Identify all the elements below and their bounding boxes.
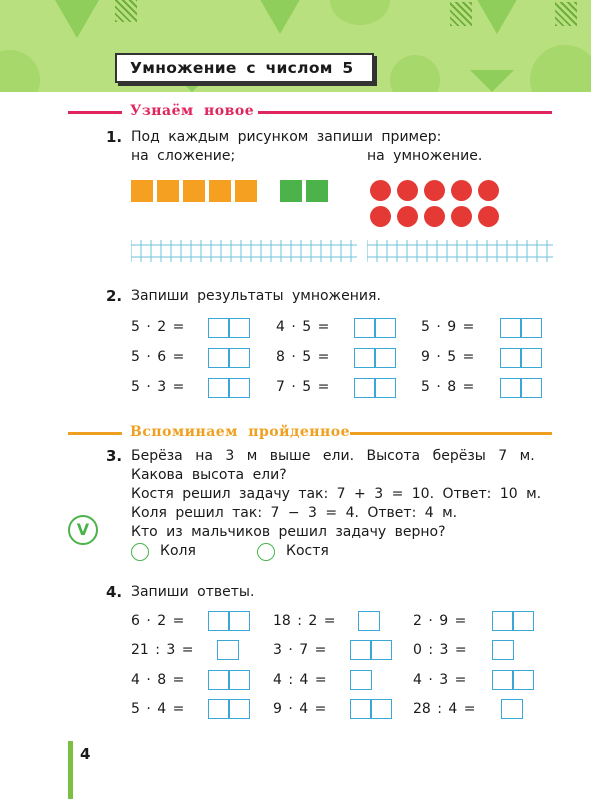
page-bar xyxy=(68,741,73,799)
expression: 18 : 2 = xyxy=(273,613,336,629)
orange-square xyxy=(157,180,179,202)
orange-square xyxy=(209,180,231,202)
circle-decoration xyxy=(0,50,40,92)
task-label-multiplication: на умножение. xyxy=(367,148,483,164)
answer-box[interactable] xyxy=(208,348,250,368)
expression: 5 · 3 = xyxy=(131,379,185,395)
red-circle xyxy=(478,180,499,201)
answer-ruler-right[interactable] xyxy=(367,238,553,264)
section-line xyxy=(258,111,552,114)
task-text-line: Какова высота ели? xyxy=(131,467,287,483)
expression: 4 · 8 = xyxy=(131,672,185,688)
answer-box[interactable] xyxy=(500,348,542,368)
header-banner xyxy=(0,0,591,92)
answer-ruler-left[interactable] xyxy=(131,238,357,264)
answer-box[interactable] xyxy=(208,670,250,690)
expression: 3 · 7 = xyxy=(273,642,327,658)
circle-decoration xyxy=(530,45,591,92)
task-number: 2. xyxy=(106,287,123,305)
triangle-decoration xyxy=(258,0,302,34)
self-check-icon: V xyxy=(68,515,98,545)
answer-box[interactable] xyxy=(208,699,250,719)
answer-box[interactable] xyxy=(492,670,534,690)
red-circle xyxy=(424,180,445,201)
task-text-line: Берёза на 3 м выше ели. Высота берёзы 7 м. xyxy=(131,448,535,464)
title-box xyxy=(115,53,374,83)
expression: 9 · 4 = xyxy=(273,701,327,717)
red-circle xyxy=(451,206,472,227)
expression: 2 · 9 = xyxy=(413,613,467,629)
red-circle xyxy=(451,180,472,201)
task-label-addition: на сложение; xyxy=(131,148,236,164)
answer-box[interactable] xyxy=(500,378,542,398)
task-text: Запиши ответы. xyxy=(131,584,255,600)
answer-box[interactable] xyxy=(354,318,396,338)
answer-box[interactable] xyxy=(208,378,250,398)
orange-square xyxy=(131,180,153,202)
answer-box[interactable] xyxy=(217,640,239,660)
option-label: Костя xyxy=(286,543,329,559)
triangle-decoration xyxy=(470,70,514,92)
expression: 4 · 5 = xyxy=(276,319,330,335)
page-number: 4 xyxy=(80,745,91,763)
task-number: 3. xyxy=(106,447,123,465)
answer-box[interactable] xyxy=(350,670,372,690)
expression: 9 · 5 = xyxy=(421,349,475,365)
red-circle xyxy=(424,206,445,227)
task-text-line: Коля решил так: 7 − 3 = 4. Ответ: 4 м. xyxy=(131,505,458,521)
hatch-decoration xyxy=(555,2,577,26)
task-text-line: Костя решил задачу так: 7 + 3 = 10. Ответ: 10 м. xyxy=(131,486,542,502)
expression: 5 · 2 = xyxy=(131,319,185,335)
answer-box[interactable] xyxy=(208,318,250,338)
expression: 8 · 5 = xyxy=(276,349,330,365)
triangle-decoration xyxy=(55,0,99,38)
answer-box[interactable] xyxy=(350,640,392,660)
expression: 5 · 4 = xyxy=(131,701,185,717)
answer-box[interactable] xyxy=(354,348,396,368)
task-text: Под каждым рисунком запиши пример: xyxy=(131,129,442,145)
red-circle xyxy=(370,206,391,227)
expression: 0 : 3 = xyxy=(413,642,467,658)
section-line xyxy=(350,432,552,435)
red-circle xyxy=(397,180,418,201)
red-circle xyxy=(397,206,418,227)
task-number: 4. xyxy=(106,583,123,601)
answer-box[interactable] xyxy=(358,611,380,631)
expression: 6 · 2 = xyxy=(131,613,185,629)
radio-kolya[interactable] xyxy=(131,543,149,561)
section-title-review: Вспоминаем пройденное xyxy=(130,424,350,440)
expression: 4 · 3 = xyxy=(413,672,467,688)
answer-box[interactable] xyxy=(492,611,534,631)
answer-box[interactable] xyxy=(354,378,396,398)
section-title-new: Узнаём новое xyxy=(130,103,255,119)
expression: 7 · 5 = xyxy=(276,379,330,395)
section-line xyxy=(68,111,122,114)
red-circle xyxy=(370,180,391,201)
red-circle xyxy=(478,206,499,227)
answer-box[interactable] xyxy=(492,640,514,660)
expression: 28 : 4 = xyxy=(413,701,476,717)
section-line xyxy=(68,432,122,435)
triangle-decoration xyxy=(475,0,519,34)
orange-square xyxy=(235,180,257,202)
expression: 5 · 6 = xyxy=(131,349,185,365)
page-title: Умножение с числом 5 xyxy=(130,59,354,77)
green-square xyxy=(280,180,302,202)
answer-box[interactable] xyxy=(500,318,542,338)
green-square xyxy=(306,180,328,202)
circle-decoration xyxy=(390,55,440,92)
expression: 21 : 3 = xyxy=(131,642,194,658)
answer-box[interactable] xyxy=(208,611,250,631)
circle-decoration xyxy=(330,0,390,25)
expression: 5 · 8 = xyxy=(421,379,475,395)
expression: 5 · 9 = xyxy=(421,319,475,335)
radio-kostya[interactable] xyxy=(257,543,275,561)
task-text-line: Кто из мальчиков решил задачу верно? xyxy=(131,524,446,540)
expression: 4 : 4 = xyxy=(273,672,327,688)
hatch-decoration xyxy=(450,2,472,26)
hatch-decoration xyxy=(115,0,137,22)
option-label: Коля xyxy=(160,543,196,559)
answer-box[interactable] xyxy=(501,699,523,719)
task-text: Запиши результаты умножения. xyxy=(131,288,381,304)
task-number: 1. xyxy=(106,128,123,146)
answer-box[interactable] xyxy=(350,699,392,719)
orange-square xyxy=(183,180,205,202)
